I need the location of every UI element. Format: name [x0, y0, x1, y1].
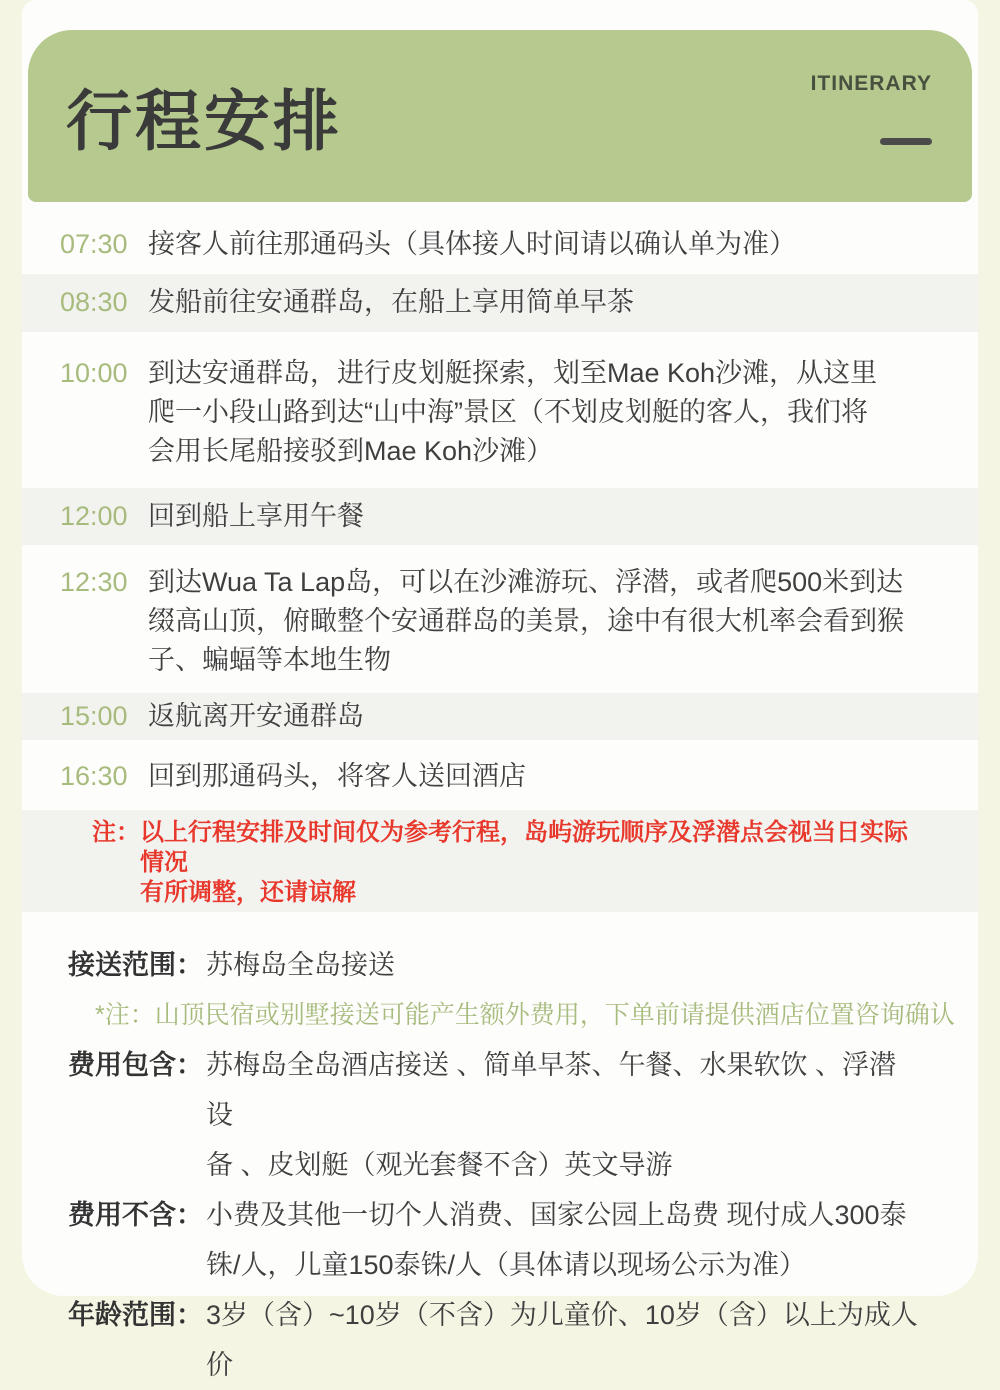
itinerary-card	[22, 0, 978, 1380]
schedule-row-1000	[22, 332, 978, 488]
schedule-text	[148, 563, 920, 680]
schedule-text	[148, 283, 920, 322]
schedule-row-1200	[22, 488, 978, 545]
fee-excluded-text	[206, 1190, 920, 1290]
pickup-note-text: *注：山顶民宿或别墅接送可能产生额外费用，下单前请提供酒店位置咨询确认	[95, 1001, 955, 1029]
fee-included-label: 费用包含：	[68, 1050, 203, 1080]
age-range-line: 3岁（含）~10岁（不含）为儿童价、10岁（含）以上为成人价	[206, 1300, 918, 1380]
schedule-row-1630	[22, 740, 978, 810]
schedule-text-line: 到达安通群岛，进行皮划艇探索，划至Mae Koh沙滩，从这里	[148, 358, 878, 388]
age-range-row	[68, 1290, 920, 1390]
schedule-time: 08:30	[60, 287, 128, 317]
pickup-range-row	[68, 940, 920, 990]
schedule-text-line: 到达Wua Ta Lap岛，可以在沙滩游玩、浮潜，或者爬500米到达	[148, 567, 904, 597]
schedule-list	[22, 202, 978, 912]
fee-excluded-line: 铢/人，儿童150泰铢/人（具体请以现场公示为准）	[206, 1250, 807, 1280]
schedule-text-line: 会用长尾船接驳到Mae Koh沙滩）	[148, 436, 554, 466]
fee-included-text	[206, 1040, 920, 1190]
page-title: 行程安排	[66, 84, 342, 158]
notice-row	[22, 810, 978, 912]
age-range-label: 年龄范围：	[68, 1300, 203, 1330]
underline-dash-decoration	[880, 138, 932, 145]
schedule-time: 10:00	[60, 358, 128, 388]
schedule-text	[148, 757, 920, 796]
info-section	[22, 912, 978, 1390]
pickup-range-label: 接送范围：	[68, 950, 203, 980]
notice-label: 注：	[92, 819, 140, 846]
schedule-text	[148, 354, 920, 471]
schedule-text-line: 子、蝙蝠等本地生物	[148, 645, 391, 675]
schedule-time: 16:30	[60, 761, 128, 791]
age-range-text	[206, 1290, 920, 1390]
fee-excluded-row	[68, 1190, 920, 1290]
notice-text-line: 有所调整，还请谅解	[140, 879, 356, 906]
schedule-time: 12:30	[60, 567, 128, 597]
fee-included-line: 苏梅岛全岛酒店接送 、简单早茶、午餐、水果软饮 、浮潜设	[206, 1050, 897, 1130]
schedule-text-line: 返航离开安通群岛	[148, 701, 364, 731]
fee-excluded-label: 费用不含：	[68, 1200, 203, 1230]
schedule-time: 15:00	[60, 701, 128, 731]
schedule-row-1500	[22, 693, 978, 740]
itinerary-header	[28, 30, 972, 202]
notice-text-line: 以上行程安排及时间仅为参考行程，岛屿游玩顺序及浮潜点会视当日实际情况	[140, 819, 908, 876]
itinerary-subtitle: ITINERARY	[810, 72, 932, 95]
schedule-text-line: 爬一小段山路到达“山中海”景区（不划皮划艇的客人，我们将	[148, 397, 868, 427]
schedule-text-line: 缀高山顶，俯瞰整个安通群岛的美景，途中有很大机率会看到猴	[148, 606, 904, 636]
schedule-text-line: 回到那通码头，将客人送回酒店	[148, 761, 526, 791]
schedule-time: 12:00	[60, 501, 128, 531]
schedule-text	[148, 697, 920, 736]
schedule-row-0730	[22, 202, 978, 274]
schedule-text-line: 回到船上享用午餐	[148, 501, 364, 531]
schedule-row-0830	[22, 274, 978, 332]
fee-included-row	[68, 1040, 920, 1190]
schedule-text	[148, 497, 920, 536]
fee-excluded-line: 小费及其他一切个人消费、国家公园上岛费 现付成人300泰	[206, 1200, 907, 1230]
notice-text	[140, 818, 920, 908]
schedule-text	[148, 225, 920, 264]
fee-included-line: 备 、皮划艇（观光套餐不含）英文导游	[206, 1150, 673, 1180]
pickup-range-line: 苏梅岛全岛接送	[206, 950, 395, 980]
schedule-text-line: 接客人前往那通码头（具体接人时间请以确认单为准）	[148, 229, 796, 259]
schedule-text-line: 发船前往安通群岛，在船上享用简单早茶	[148, 287, 634, 317]
schedule-row-1230	[22, 545, 978, 693]
pickup-range-text	[206, 940, 920, 990]
schedule-time: 07:30	[60, 229, 128, 259]
